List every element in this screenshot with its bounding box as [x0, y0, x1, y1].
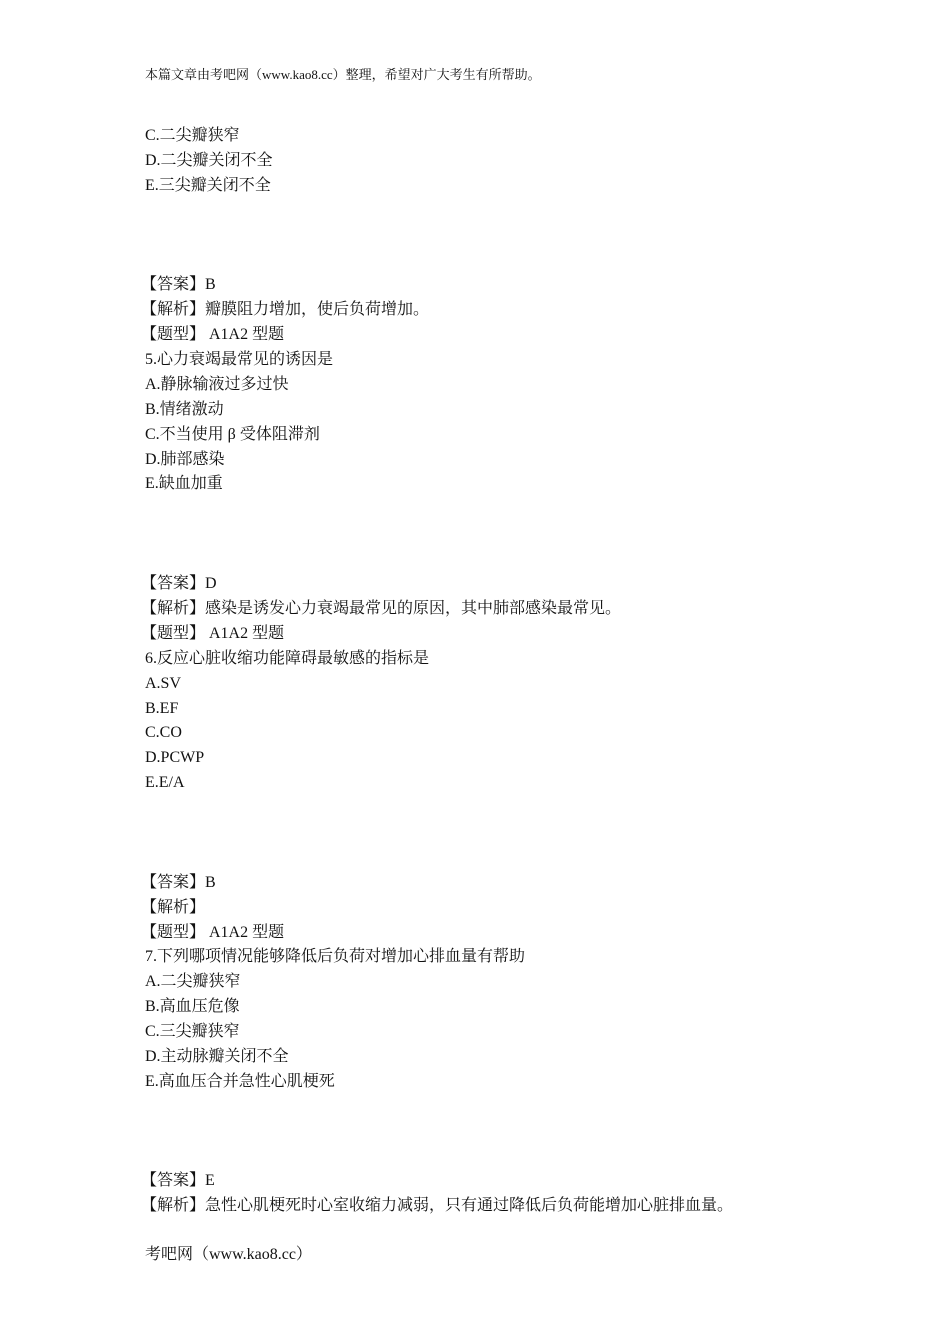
question-type-line: 【题型】 A1A2 型题 — [141, 624, 285, 642]
option-c: C.CO — [145, 724, 182, 742]
option-c: C.三尖瓣狭窄 — [145, 1023, 240, 1041]
answer-line: 【答案】E — [141, 1172, 215, 1190]
option-b: B.高血压危像 — [145, 998, 240, 1016]
spacer — [145, 199, 825, 274]
spacer — [145, 1095, 825, 1170]
answer-line: 【答案】B — [141, 873, 216, 891]
option-e: E.高血压合并急性心肌梗死 — [145, 1072, 335, 1090]
answer-block — [141, 572, 825, 647]
analysis-line: 【解析】急性心肌梗死时心室收缩力减弱，只有通过降低后负荷能增加心脏排血量。 — [141, 1197, 734, 1215]
question-text: 5.心力衰竭最常见的诱因是 — [145, 351, 334, 369]
analysis-line: 【解析】瓣膜阻力增加，使后负荷增加。 — [141, 301, 430, 319]
answer-line: 【答案】B — [141, 276, 216, 294]
page-footer: 考吧网（www.kao8.cc） — [145, 1246, 312, 1263]
analysis-line: 【解析】感染是诱发心力衰竭最常见的原因，其中肺部感染最常见。 — [141, 599, 622, 617]
analysis-line: 【解析】 — [141, 898, 206, 916]
spacer — [145, 497, 825, 572]
question-text: 6.反应心脏收缩功能障碍最敏感的指标是 — [145, 649, 430, 667]
option-c: C.二尖瓣狭窄 — [145, 127, 240, 144]
answer-block — [141, 871, 825, 946]
option-d: D.主动脉瓣关闭不全 — [145, 1048, 289, 1065]
option-a: A.静脉输液过多过快 — [145, 375, 289, 393]
option-d: D.PCWP — [145, 749, 205, 767]
answer-block — [141, 1169, 825, 1219]
option-e: E.缺血加重 — [145, 475, 223, 493]
option-d: D.二尖瓣关闭不全 — [145, 151, 273, 169]
option-b: B.EF — [145, 699, 179, 717]
option-e: E.三尖瓣关闭不全 — [145, 176, 271, 194]
option-e: E.E/A — [145, 774, 185, 792]
document-body — [141, 124, 825, 1219]
question-block — [145, 348, 825, 497]
question-type-line: 【题型】 A1A2 型题 — [141, 326, 285, 344]
option-c: C.不当使用 β 受体阻滞剂 — [145, 425, 320, 443]
question-block — [145, 647, 825, 796]
option-a: A.SV — [145, 674, 182, 692]
question-text: 7.下列哪项情况能够降低后负荷对增加心排血量有帮助 — [145, 948, 526, 966]
option-a: A.二尖瓣狭窄 — [145, 973, 241, 991]
page-header: 本篇文章由考吧网（www.kao8.cc）整理，希望对广大考生有所帮助。 — [145, 67, 541, 82]
option-d: D.肺部感染 — [145, 450, 225, 468]
question-options — [145, 124, 825, 199]
question-block — [145, 945, 825, 1094]
spacer — [145, 796, 825, 871]
question-type-line: 【题型】 A1A2 型题 — [141, 923, 285, 941]
option-b: B.情绪激动 — [145, 400, 224, 418]
answer-line: 【答案】D — [141, 575, 217, 593]
answer-block — [141, 273, 825, 348]
